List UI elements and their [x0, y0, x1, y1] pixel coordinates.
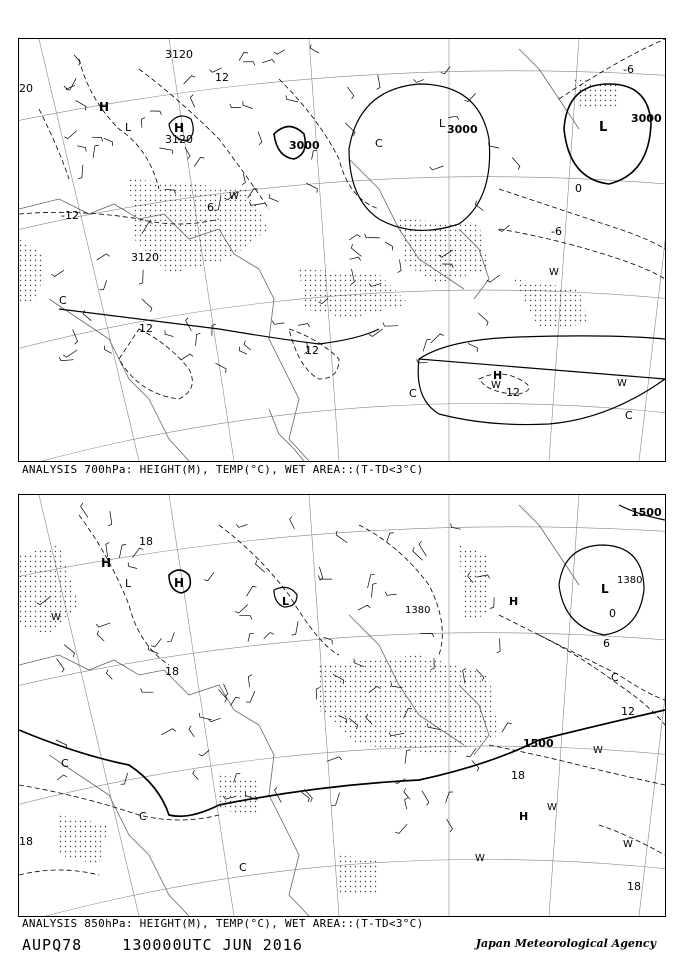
wind-barb [57, 775, 67, 780]
wind-barb [92, 137, 103, 141]
wind-barb [497, 639, 501, 653]
wind-barb [242, 174, 245, 185]
wind-barb [239, 347, 247, 355]
wind-barb [93, 145, 99, 158]
wind-barb [108, 511, 112, 526]
wind-barb [447, 819, 453, 832]
wind-barb [404, 788, 410, 799]
wind-barb [141, 689, 154, 693]
contour-value: 1500 [631, 506, 662, 519]
wind-barb [215, 363, 226, 373]
wind-barb [358, 605, 371, 610]
wind-barb [246, 586, 256, 596]
map-panel-850hpa [18, 494, 666, 917]
contour-value: 1380 [405, 605, 431, 616]
isotherm-value: 20 [19, 82, 33, 95]
wind-barb [446, 792, 454, 803]
wind-barb [292, 621, 298, 635]
wind-barb [383, 323, 398, 327]
wind-barb [235, 605, 248, 614]
agency-credit: Japan Meteorological Agency [475, 937, 656, 950]
wind-barb [405, 750, 410, 764]
wind-barb [199, 750, 209, 756]
wind-barb [387, 533, 394, 542]
panel-caption-700hpa: ANALYSIS 700hPa: HEIGHT(M), TEMP(°C), WET AREA::(T-TD<3°C) [22, 463, 424, 476]
contour-value: 3120 [131, 251, 159, 264]
wind-barb [248, 675, 252, 688]
wind-barb [189, 726, 194, 737]
warm-label: W [229, 191, 239, 202]
wind-barb [193, 770, 199, 780]
high-label: H [519, 810, 529, 823]
wind-barb [194, 157, 204, 166]
isotherm-value: 12 [305, 344, 319, 357]
wind-barb [248, 633, 254, 642]
low-label: L [439, 117, 446, 130]
height-contours [19, 505, 665, 816]
wind-barb [106, 542, 110, 556]
wind-barb [419, 541, 426, 556]
wind-barb [274, 50, 285, 55]
high-label: H [509, 595, 519, 608]
isotherm-value: 12 [621, 705, 635, 718]
wind-barb [431, 334, 444, 343]
wind-barb [231, 697, 240, 705]
wind-barb [128, 562, 137, 568]
isotherm-value: 0 [575, 182, 582, 195]
isotherm-value: 18 [139, 535, 153, 548]
wind-barb [151, 638, 162, 647]
isotherm-value: -6 [623, 63, 634, 76]
wind-barb [422, 791, 429, 806]
wind-barb [81, 503, 88, 517]
wind-barb [51, 270, 64, 276]
wind-barb [405, 798, 408, 810]
wind-barb [139, 270, 143, 284]
wind-barb [141, 118, 145, 128]
wind-barb [142, 299, 152, 312]
wind-barb [244, 341, 251, 350]
wind-barb [243, 101, 253, 108]
wind-barb [190, 95, 194, 108]
contour-value: 1500 [523, 737, 554, 750]
wind-barb [414, 79, 424, 82]
wind-barb [64, 645, 74, 657]
contour-value: 3120 [165, 133, 193, 146]
wind-barb [133, 548, 144, 557]
isotherm-value: 6 [207, 201, 214, 214]
wind-barb [78, 165, 83, 179]
map-panel-700hpa [18, 38, 666, 462]
wind-barb [385, 242, 393, 251]
low-label: L [125, 577, 132, 590]
wind-barb [332, 793, 340, 806]
isotherm-value: 12 [139, 322, 153, 335]
wind-barb [298, 324, 310, 327]
map-700hpa-svg [19, 39, 665, 461]
high-label: H [493, 369, 503, 382]
wind-barb [150, 111, 161, 115]
wind-barb [159, 148, 173, 154]
isotherm-value: 6 [603, 637, 610, 650]
wind-barb [468, 343, 477, 351]
contour-value: 1380 [617, 575, 643, 586]
isotherm-value: -6 [551, 225, 562, 238]
cold-label: C [239, 861, 247, 874]
wind-barb [104, 138, 113, 146]
wind-barb [97, 631, 104, 641]
low-label: L [125, 121, 132, 134]
wind-barb [119, 545, 126, 558]
wind-barb [311, 44, 320, 53]
wet-area-stipple [19, 79, 619, 329]
cold-label: C [375, 137, 383, 150]
isotherm-value: 18 [511, 769, 525, 782]
wind-barb [490, 597, 494, 608]
warm-label: W [617, 378, 627, 389]
wind-barb [100, 280, 107, 290]
wind-barb [478, 313, 488, 326]
warm-label: W [51, 612, 61, 623]
high-label: H [101, 556, 112, 570]
wind-barb [319, 567, 322, 580]
wind-barb [430, 166, 444, 170]
wind-barb [77, 146, 86, 152]
wind-barb [224, 684, 228, 697]
wind-barb [63, 350, 77, 357]
cold-label: C [59, 294, 67, 307]
high-label: H [174, 576, 185, 590]
wind-barb [347, 87, 353, 99]
panel-caption-850hpa: ANALYSIS 850hPa: HEIGHT(M), TEMP(°C), WET AREA::(T-TD<3°C) [22, 917, 424, 930]
isotherm-value: 12 [506, 386, 520, 399]
wind-barb [448, 116, 459, 120]
wind-barb [104, 346, 111, 354]
wind-barb [350, 257, 361, 260]
wind-barb [64, 85, 75, 89]
warm-label: W [491, 380, 501, 391]
wind-barb [243, 62, 255, 66]
warm-label: W [623, 839, 633, 850]
wind-barb [186, 318, 192, 331]
wind-barb [368, 574, 375, 588]
wind-barb [106, 670, 112, 680]
wind-barb [184, 76, 196, 84]
wind-barb [97, 254, 110, 260]
wind-barb [59, 357, 73, 361]
cold-label: C [611, 671, 619, 684]
wind-barb [196, 333, 201, 346]
wind-barb [161, 729, 176, 735]
wind-barb [365, 234, 380, 238]
wind-barb [208, 718, 220, 722]
wind-barb [199, 713, 212, 720]
wind-barb [204, 572, 214, 581]
wind-barb [466, 748, 476, 757]
bulletin-header: AUPQ78 130000UTC JUN 2016 [22, 936, 303, 954]
wind-barb [121, 773, 128, 785]
cold-label: C [139, 810, 147, 823]
warm-label: W [547, 802, 557, 813]
wind-barb [64, 131, 76, 139]
high-label: H [174, 121, 185, 135]
wind-barb [286, 95, 298, 102]
isotherm-value: 18 [627, 880, 641, 893]
wind-barb [269, 194, 278, 202]
wet-area-stipple [19, 545, 499, 895]
isotherm-value: -12 [61, 209, 79, 222]
wind-barb [230, 104, 241, 108]
wind-barb [398, 260, 401, 273]
wind-barb [451, 523, 461, 529]
wind-barb [502, 723, 512, 732]
wind-barb [395, 824, 407, 833]
wind-barb [385, 592, 396, 596]
wind-barb [272, 321, 284, 325]
high-label: H [99, 100, 110, 114]
contour-value: 3000 [631, 112, 662, 125]
wind-barb [239, 52, 248, 60]
wind-barb [57, 659, 65, 673]
warm-label: W [593, 745, 603, 756]
wind-barb [377, 75, 380, 89]
wind-barb [327, 757, 342, 761]
map-850hpa-svg [19, 495, 665, 916]
wind-barb [290, 516, 295, 529]
warm-label: W [549, 267, 559, 278]
wind-barb [181, 354, 193, 360]
isotherms [19, 39, 665, 399]
cold-label: C [61, 757, 69, 770]
wind-barb [413, 547, 423, 560]
wind-barb [258, 132, 262, 145]
cold-label: C [625, 409, 633, 422]
wind-barb [475, 201, 483, 211]
wind-barb [96, 623, 110, 627]
low-label: L [599, 120, 608, 135]
wind-barb [246, 691, 255, 702]
wind-barb [351, 244, 361, 256]
contour-value: 3000 [447, 123, 478, 136]
isotherm-value: 18 [165, 665, 179, 678]
wind-barb [167, 632, 174, 641]
isotherm-value: 12 [215, 71, 229, 84]
wind-barb [318, 575, 332, 579]
wind-barb [73, 329, 78, 344]
low-label: L [601, 582, 609, 596]
wind-barb [165, 330, 174, 336]
isotherm-value: 18 [19, 835, 33, 848]
wind-barb [489, 142, 500, 148]
wind-barb [512, 158, 520, 170]
wind-barb [423, 339, 431, 351]
wind-barb [236, 524, 247, 527]
wind-barb [239, 616, 252, 620]
wind-barb [441, 67, 450, 74]
cold-label: C [409, 387, 417, 400]
low-label: L [282, 595, 290, 608]
contour-value: 3120 [165, 48, 193, 61]
wind-barb [264, 633, 274, 639]
warm-label: W [475, 853, 485, 864]
wind-barb [349, 235, 360, 240]
wind-barb [256, 561, 266, 573]
contour-value: 3000 [289, 139, 320, 152]
isotherm-value: 0 [609, 607, 616, 620]
graticule [19, 39, 665, 461]
wind-barb [262, 60, 275, 63]
wind-barb [372, 583, 377, 597]
